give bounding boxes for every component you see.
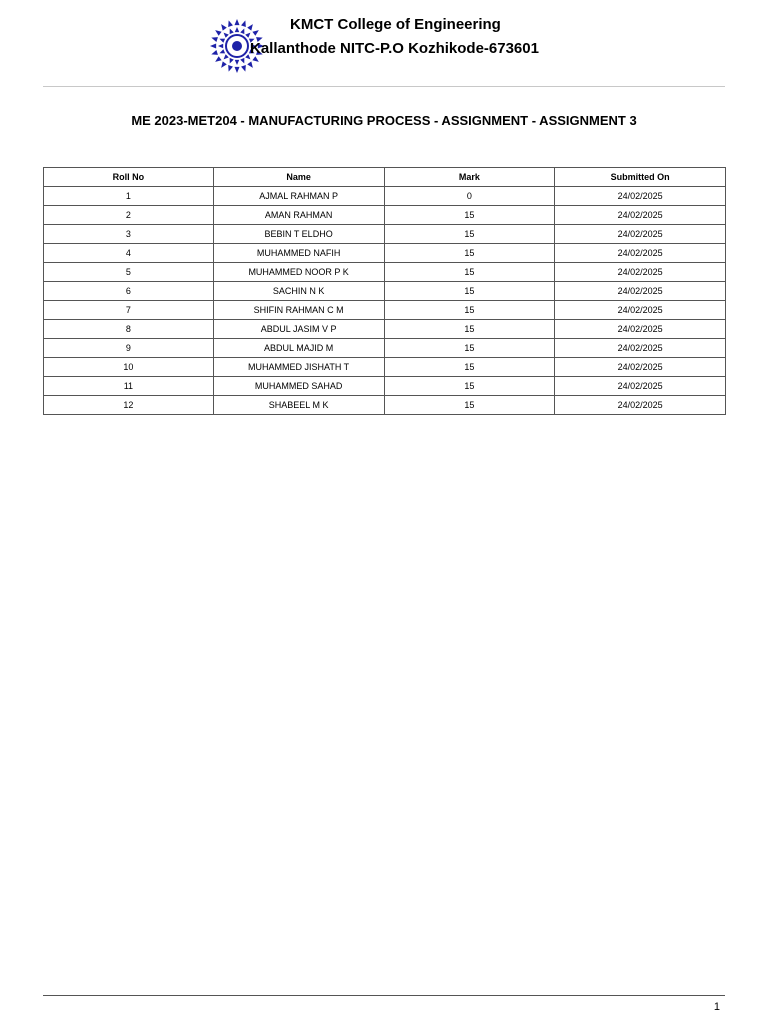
table-header-row <box>44 168 726 187</box>
logo-ray <box>219 49 225 53</box>
logo-ray <box>210 43 216 48</box>
logo-ray <box>245 33 250 38</box>
logo-ray <box>241 20 246 27</box>
cell-submitted-on: 24/02/2025 <box>555 396 726 415</box>
cell-roll-no: 3 <box>44 225 214 244</box>
logo-ray <box>247 24 253 30</box>
cell-name: MUHAMMED NAFIH <box>213 244 384 263</box>
cell-mark: 15 <box>384 282 555 301</box>
column-header-mark: Mark <box>384 168 555 187</box>
logo-ray <box>247 61 253 67</box>
cell-submitted-on: 24/02/2025 <box>555 339 726 358</box>
cell-name: MUHAMMED NOOR P K <box>213 263 384 282</box>
cell-roll-no: 10 <box>44 358 214 377</box>
cell-name: SHABEEL M K <box>213 396 384 415</box>
logo-ray <box>240 58 244 64</box>
table-row <box>44 187 726 206</box>
table-row <box>44 244 726 263</box>
college-name: KMCT College of Engineering <box>290 16 501 33</box>
marks-table <box>43 167 726 415</box>
column-header-roll-no: Roll No <box>44 168 214 187</box>
table-row <box>44 396 726 415</box>
cell-roll-no: 8 <box>44 320 214 339</box>
column-header-submitted-on: Submitted On <box>555 168 726 187</box>
logo-ray <box>240 28 244 34</box>
cell-name: SHIFIN RAHMAN C M <box>213 301 384 320</box>
cell-mark: 0 <box>384 187 555 206</box>
cell-name: MUHAMMED JISHATH T <box>213 358 384 377</box>
page-header <box>0 0 768 86</box>
cell-roll-no: 4 <box>44 244 214 263</box>
cell-roll-no: 1 <box>44 187 214 206</box>
cell-name: AMAN RAHMAN <box>213 206 384 225</box>
logo-ray <box>234 67 239 73</box>
cell-mark: 15 <box>384 339 555 358</box>
cell-name: MUHAMMED SAHAD <box>213 377 384 396</box>
table-row <box>44 301 726 320</box>
cell-submitted-on: 24/02/2025 <box>555 206 726 225</box>
cell-name: AJMAL RAHMAN P <box>213 187 384 206</box>
cell-mark: 15 <box>384 301 555 320</box>
college-address: Kallanthode NITC-P.O Kozhikode-673601 <box>250 40 539 57</box>
logo-ray <box>230 58 234 64</box>
table-row <box>44 206 726 225</box>
logo-ray <box>235 60 239 65</box>
logo-ray <box>219 39 225 43</box>
cell-mark: 15 <box>384 377 555 396</box>
cell-name: ABDUL JASIM V P <box>213 320 384 339</box>
logo-ray <box>230 28 234 34</box>
logo-ray <box>215 30 221 36</box>
footer-divider <box>43 995 725 996</box>
cell-submitted-on: 24/02/2025 <box>555 244 726 263</box>
logo-ray <box>215 56 221 62</box>
cell-roll-no: 5 <box>44 263 214 282</box>
cell-name: BEBIN T ELDHO <box>213 225 384 244</box>
cell-mark: 15 <box>384 263 555 282</box>
cell-roll-no: 7 <box>44 301 214 320</box>
cell-submitted-on: 24/02/2025 <box>555 301 726 320</box>
cell-submitted-on: 24/02/2025 <box>555 282 726 301</box>
cell-roll-no: 9 <box>44 339 214 358</box>
cell-mark: 15 <box>384 225 555 244</box>
cell-mark: 15 <box>384 244 555 263</box>
logo-ray <box>224 54 229 59</box>
cell-mark: 15 <box>384 358 555 377</box>
logo-ray <box>224 33 229 38</box>
logo-ray <box>252 56 258 62</box>
cell-mark: 15 <box>384 206 555 225</box>
table-row <box>44 282 726 301</box>
cell-roll-no: 12 <box>44 396 214 415</box>
cell-roll-no: 6 <box>44 282 214 301</box>
cell-submitted-on: 24/02/2025 <box>555 358 726 377</box>
logo-ray <box>228 20 233 27</box>
table-row <box>44 320 726 339</box>
logo-ray <box>218 44 223 48</box>
cell-submitted-on: 24/02/2025 <box>555 187 726 206</box>
header-divider <box>43 86 725 87</box>
cell-roll-no: 11 <box>44 377 214 396</box>
cell-mark: 15 <box>384 396 555 415</box>
logo-ray <box>211 37 218 42</box>
logo-ray <box>241 65 246 72</box>
cell-submitted-on: 24/02/2025 <box>555 263 726 282</box>
cell-name: SACHIN N K <box>213 282 384 301</box>
page-number: 1 <box>713 1001 720 1013</box>
logo-ray <box>221 24 227 30</box>
cell-submitted-on: 24/02/2025 <box>555 377 726 396</box>
logo-ray <box>252 30 258 36</box>
cell-roll-no: 2 <box>44 206 214 225</box>
table-row <box>44 358 726 377</box>
logo-ray <box>235 27 239 32</box>
cell-mark: 15 <box>384 320 555 339</box>
table-row <box>44 225 726 244</box>
document-title: ME 2023-MET204 - MANUFACTURING PROCESS - ASSIGNMENT - ASSIGNMENT 3 <box>131 113 637 128</box>
column-header-name: Name <box>213 168 384 187</box>
table-row <box>44 339 726 358</box>
table-row <box>44 263 726 282</box>
table-row <box>44 377 726 396</box>
logo-ray <box>234 19 239 25</box>
logo-ray <box>211 50 218 55</box>
cell-submitted-on: 24/02/2025 <box>555 320 726 339</box>
logo-ray <box>228 65 233 72</box>
cell-name: ABDUL MAJID M <box>213 339 384 358</box>
cell-submitted-on: 24/02/2025 <box>555 225 726 244</box>
logo-ray <box>221 61 227 67</box>
